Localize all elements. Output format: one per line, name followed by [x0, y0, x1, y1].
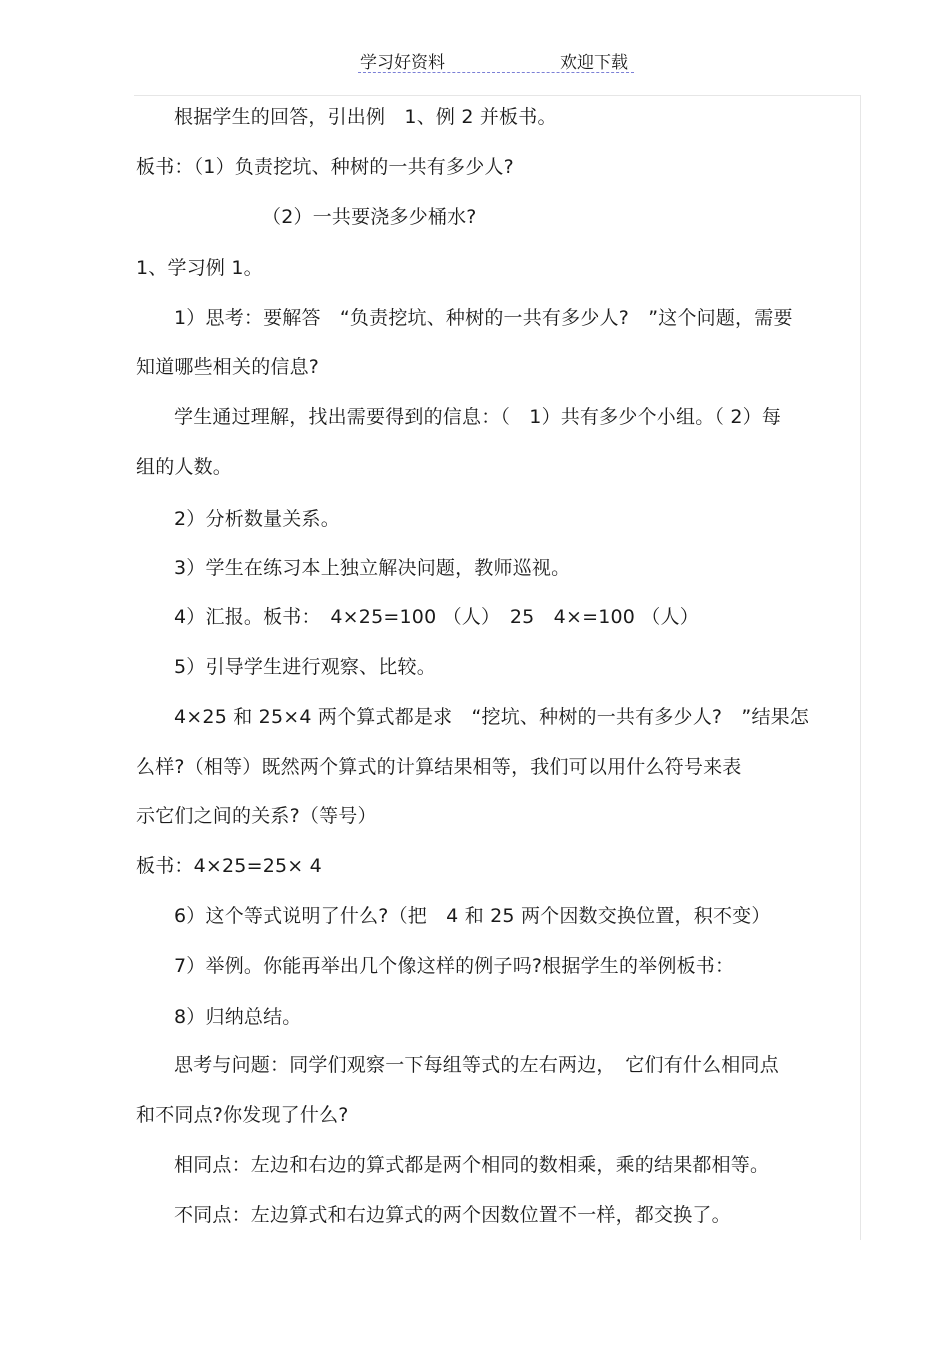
paragraph-line: 学生通过理解，找出需要得到的信息：（ 1）共有多少个小组。（ 2）每 [174, 406, 782, 428]
paragraph-line: 根据学生的回答，引出例 1、例 2 并板书。 [174, 106, 557, 128]
paragraph-line: 思考与问题：同学们观察一下每组等式的左右两边， 它们有什么相同点 [174, 1054, 779, 1076]
paragraph-line: 2）分析数量关系。 [174, 508, 340, 530]
header-right-text: 欢迎下载 [560, 53, 628, 73]
paragraph-line: 么样?（相等）既然两个算式的计算结果相等，我们可以用什么符号来表 [136, 756, 742, 778]
paragraph-line: 组的人数。 [136, 456, 233, 478]
paragraph-line: 相同点：左边和右边的算式都是两个相同的数相乘，乘的结果都相等。 [174, 1154, 770, 1176]
paragraph-line: 6）这个等式说明了什么?（把 4 和 25 两个因数交换位置，积不变） [174, 905, 771, 927]
paragraph-line: （2）一共要浇多少桶水? [262, 206, 477, 228]
right-rule [860, 95, 861, 1240]
top-rule [134, 95, 860, 96]
paragraph-line: 4）汇报。板书： 4×25=100 （人） 25 4×=100 （人） [174, 606, 699, 628]
paragraph-line: 知道哪些相关的信息? [136, 356, 320, 378]
header-left-text: 学习好资料 [360, 53, 445, 73]
paragraph-line: 板书：（1）负责挖坑、种树的一共有多少人? [136, 156, 514, 178]
page-header [358, 46, 634, 73]
paragraph-line: 和不同点?你发现了什么? [136, 1104, 349, 1126]
paragraph-line: 3）学生在练习本上独立解决问题，教师巡视。 [174, 557, 571, 579]
paragraph-line: 示它们之间的关系?（等号） [136, 805, 377, 827]
paragraph-line: 4×25 和 25×4 两个算式都是求 “挖坑、种树的一共有多少人? ”结果怎 [174, 706, 810, 728]
paragraph-line: 5）引导学生进行观察、比较。 [174, 656, 436, 678]
paragraph-line: 板书：4×25=25× 4 [136, 855, 322, 877]
paragraph-line: 8）归纳总结。 [174, 1006, 302, 1028]
section-heading: 1、学习例 1。 [136, 257, 263, 279]
paragraph-line: 1）思考：要解答 “负责挖坑、种树的一共有多少人? ”这个问题，需要 [174, 307, 793, 329]
paragraph-line: 7）举例。你能再举出几个像这样的例子吗?根据学生的举例板书： [174, 955, 735, 977]
paragraph-line: 不同点：左边算式和右边算式的两个因数位置不一样，都交换了。 [174, 1204, 731, 1226]
